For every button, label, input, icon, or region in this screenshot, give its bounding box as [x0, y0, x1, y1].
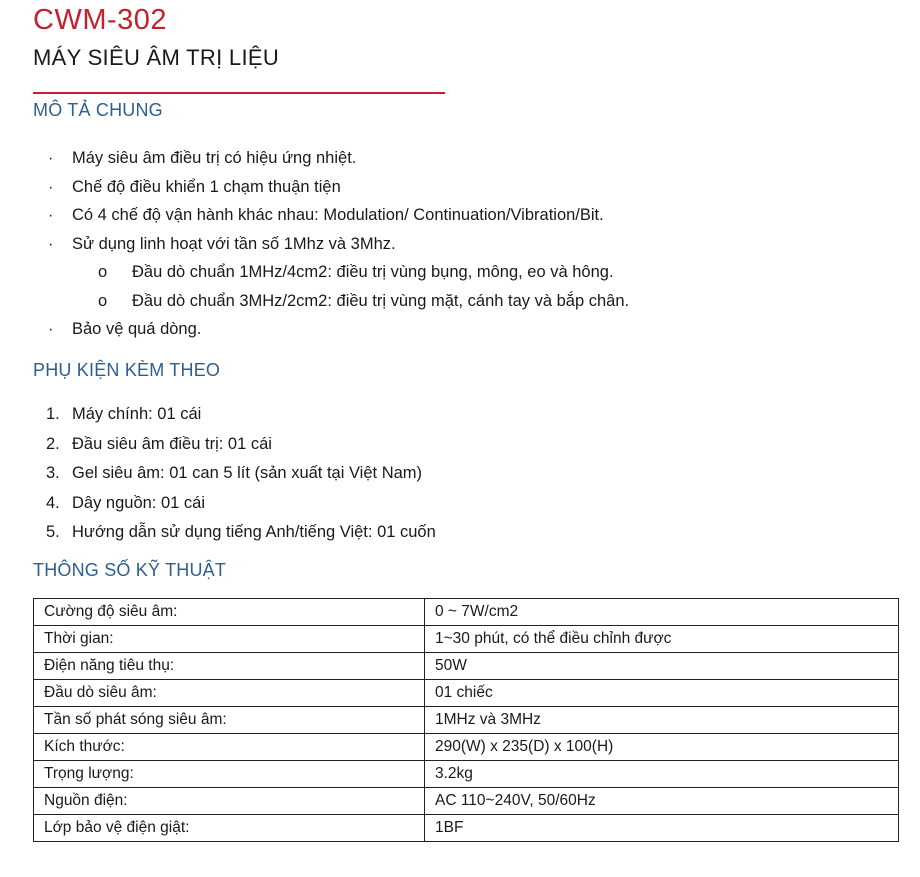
table-row — [34, 653, 899, 680]
item-number: 3. — [46, 464, 60, 482]
accessory-text: Dây nguồn: 01 cái — [72, 493, 206, 512]
spec-label: Tần số phát sóng siêu âm: — [34, 707, 425, 734]
spec-value: 1~30 phút, có thể điều chỉnh được — [425, 626, 899, 653]
spec-label: Kích thước: — [34, 734, 425, 761]
spec-value: AC 110~240V, 50/60Hz — [425, 788, 899, 815]
table-row — [34, 626, 899, 653]
sub-feature-text: Đầu dò chuẩn 1MHz/4cm2: điều trị vùng bụng, mông, eo và hông. — [132, 263, 614, 281]
spec-label: Đầu dò siêu âm: — [34, 680, 425, 707]
general-description-heading: MÔ TẢ CHUNG — [33, 100, 163, 120]
list-item — [48, 175, 629, 204]
feature-text: Chế độ điều khiển 1 chạm thuận tiện — [72, 177, 341, 196]
spec-value: 3.2kg — [425, 761, 899, 788]
feature-text: Bảo vệ quá dòng. — [72, 320, 202, 338]
bullet-icon: · — [48, 178, 54, 196]
table-row — [34, 680, 899, 707]
accessory-text: Hướng dẫn sử dụng tiếng Anh/tiếng Việt: 01 cuốn — [72, 523, 436, 541]
spec-label: Cường độ siêu âm: — [34, 599, 425, 626]
spec-value: 0 ~ 7W/cm2 — [425, 599, 899, 626]
list-item — [46, 432, 436, 462]
sub-list-container — [48, 260, 629, 317]
circle-bullet-icon: o — [98, 263, 108, 281]
list-item — [48, 232, 629, 261]
sub-feature-text: Đầu dò chuẩn 3MHz/2cm2: điều trị vùng mặt, cánh tay và bắp chân. — [132, 291, 630, 310]
list-item — [48, 146, 629, 175]
item-number: 4. — [46, 493, 60, 512]
spec-label: Trọng lượng: — [34, 761, 425, 788]
sub-list-item — [48, 289, 629, 318]
spec-value: 1MHz và 3MHz — [425, 707, 899, 734]
spec-label: Nguồn điện: — [34, 788, 425, 815]
spec-label: Thời gian: — [34, 626, 425, 653]
list-item — [46, 491, 436, 521]
accessory-text: Máy chính: 01 cái — [72, 405, 202, 423]
bullet-icon: · — [48, 235, 54, 253]
list-item — [46, 461, 436, 491]
item-number: 2. — [46, 434, 60, 453]
feature-text: Có 4 chế độ vận hành khác nhau: Modulation/ Continuation/Vibration/Bit. — [72, 206, 604, 224]
title-divider — [33, 92, 445, 94]
list-item — [48, 317, 629, 346]
list-item — [48, 203, 629, 232]
bullet-icon: · — [48, 207, 54, 224]
feature-list — [48, 146, 629, 346]
bullet-icon: · — [48, 150, 54, 167]
probe-sub-list — [48, 260, 629, 317]
table-row — [34, 707, 899, 734]
product-name: MÁY SIÊU ÂM TRỊ LIỆU — [33, 45, 280, 70]
spec-label: Lớp bảo vệ điện giật: — [34, 815, 425, 842]
item-number: 5. — [46, 523, 60, 541]
list-item — [46, 520, 436, 550]
table-row — [34, 599, 899, 626]
list-item — [46, 402, 436, 432]
accessory-text: Đầu siêu âm điều trị: 01 cái — [72, 434, 272, 453]
table-row — [34, 734, 899, 761]
table-row — [34, 761, 899, 788]
spec-value: 290(W) x 235(D) x 100(H) — [425, 734, 899, 761]
table-row — [34, 815, 899, 842]
sub-list-item — [48, 260, 629, 289]
table-row — [34, 788, 899, 815]
specifications-table — [33, 598, 899, 842]
accessories-heading: PHỤ KIỆN KÈM THEO — [33, 360, 221, 380]
spec-value: 01 chiếc — [425, 680, 899, 707]
specifications-heading: THÔNG SỐ KỸ THUẬT — [33, 560, 227, 580]
spec-value: 1BF — [425, 815, 899, 842]
bullet-icon: · — [48, 321, 54, 338]
feature-text: Sử dụng linh hoạt với tần số 1Mhz và 3Mhz. — [72, 234, 396, 253]
spec-label: Điện năng tiêu thụ: — [34, 653, 425, 680]
feature-text: Máy siêu âm điều trị có hiệu ứng nhiệt. — [72, 149, 357, 167]
spec-value: 50W — [425, 653, 899, 680]
model-number: CWM-302 — [33, 4, 168, 36]
accessories-list — [46, 402, 436, 550]
item-number: 1. — [46, 405, 60, 423]
circle-bullet-icon: o — [98, 291, 108, 310]
accessory-text: Gel siêu âm: 01 can 5 lít (sản xuất tại Việt Nam) — [72, 464, 423, 482]
